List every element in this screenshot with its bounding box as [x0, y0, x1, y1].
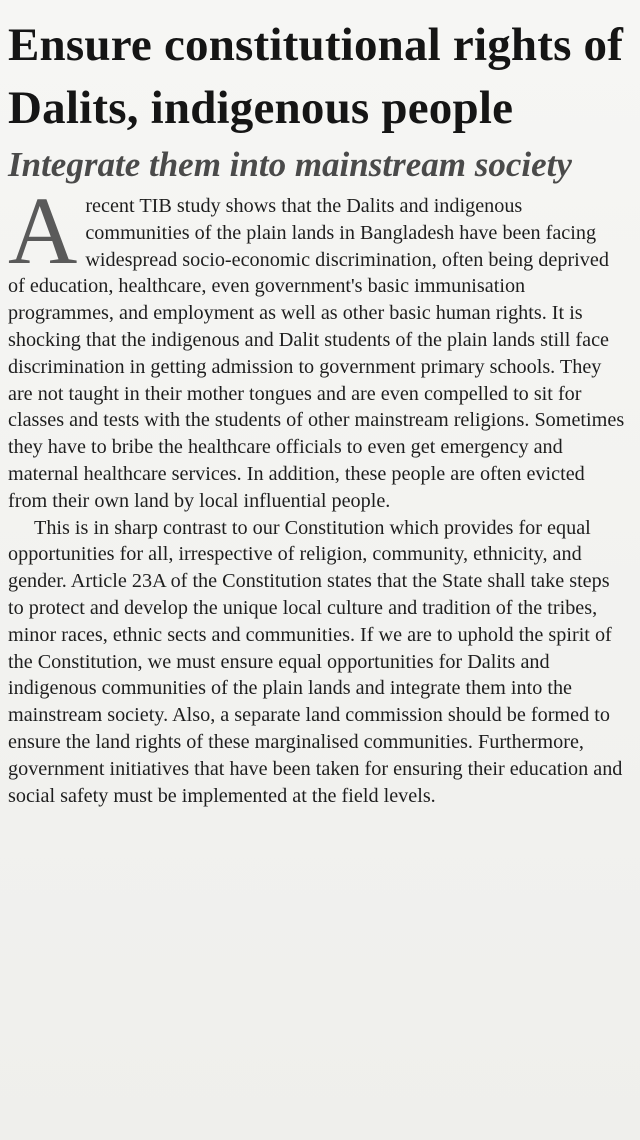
article-body — [8, 177, 626, 809]
paragraph-1-text: recent TIB study shows that the Dalits and indigenous communities of the plain lands in Bangladesh have been facing widespread socio-economic discrimination, often being deprived of education, healthcare, even government's basic immunisation programmes, and employment as well as other basic human rights. It is shocking that the indigenous and Dalit students of the plain lands still face discrimination in getting admission to government primary schools. They are not taught in their mother tongues and are even compelled to sit for classes and tests with the students of other mainstream religions. Sometimes they have to bribe the healthcare officials to even get emergency and maternal healthcare services. In addition, these people are often evicted from their own land by local influential people. — [8, 195, 625, 512]
drop-cap: A — [8, 177, 78, 284]
paragraph-2: This is in sharp contrast to our Constitution which provides for equal opportunities for all, irrespective of religion, community, ethnicity, and gender. Article 23A of the Constitution states that the State shall take steps to protect and develop the unique local culture and tradition of the tribes, minor races, ethnic sects and communities. If we are to uphold the spirit of the Constitution, we must ensure equal opportunities for Dalits and indigenous communities of the plain lands and integrate them into the mainstream society. Also, a separate land commission should be formed to ensure the land rights of these marginalised communities. Furthermore, government initiatives that have been taken for ensuring their education and social safety must be implemented at the field levels. — [8, 516, 623, 807]
paragraph-1 — [8, 177, 626, 515]
subheadline: Integrate them into mainstream society — [8, 145, 572, 184]
headline: Ensure constitutional rights of Dalits, indigenous people — [8, 19, 624, 134]
